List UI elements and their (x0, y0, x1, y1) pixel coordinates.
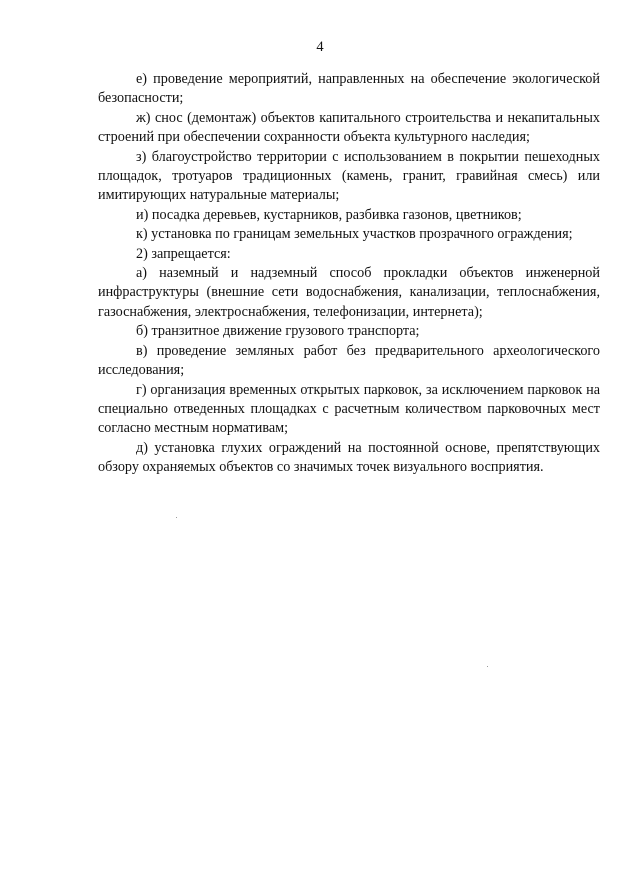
paragraph-v-earthworks: в) проведение земляных работ без предварительного археологического исследования; (98, 342, 600, 379)
paragraph-k-transparent-fence: к) установка по границам земельных участков прозрачного ограждения; (136, 226, 573, 243)
paragraph-z-landscaping: з) благоустройство территории с использованием в покрытии пешеходных площадок, тротуаров традиционных (камень, гранит, гравийная смесь) или имитирующих натуральные материалы; (98, 148, 600, 204)
paragraph-zh-demolition: ж) снос (демонтаж) объектов капитального строительства и некапитальных строений при обеспечении сохранности объекта культурного наследия; (98, 109, 600, 146)
paragraph-b-freight-transit: б) транзитное движение грузового транспорта; (136, 323, 420, 340)
scan-speck (176, 517, 177, 518)
document-body (98, 70, 600, 478)
paragraph-e-environmental-safety: е) проведение мероприятий, направленных на обеспечение экологической безопасности; (98, 71, 600, 107)
paragraph-2-prohibited: 2) запрещается: (136, 245, 231, 262)
scan-speck (487, 666, 488, 667)
paragraph-d-solid-fences: д) установка глухих ограждений на постоянной основе, препятствующих обзору охраняемых объектов со значимых точек визуального восприятия. (98, 439, 600, 476)
paragraph-i-planting: и) посадка деревьев, кустарников, разбивка газонов, цветников; (136, 206, 522, 223)
page-number: 4 (316, 39, 324, 55)
paragraph-a-utilities: а) наземный и надземный способ прокладки объектов инженерной инфраструктуры (внешние сети водоснабжения, канализации, теплоснабжения, газоснабжения, электроснабжения, телефонизации, интернета); (98, 265, 600, 320)
paragraph-g-parking: г) организация временных открытых парковок, за исключением парковок на специально отведенных площадках с расчетным количеством парковочных мест согласно местным нормативам; (98, 381, 600, 437)
